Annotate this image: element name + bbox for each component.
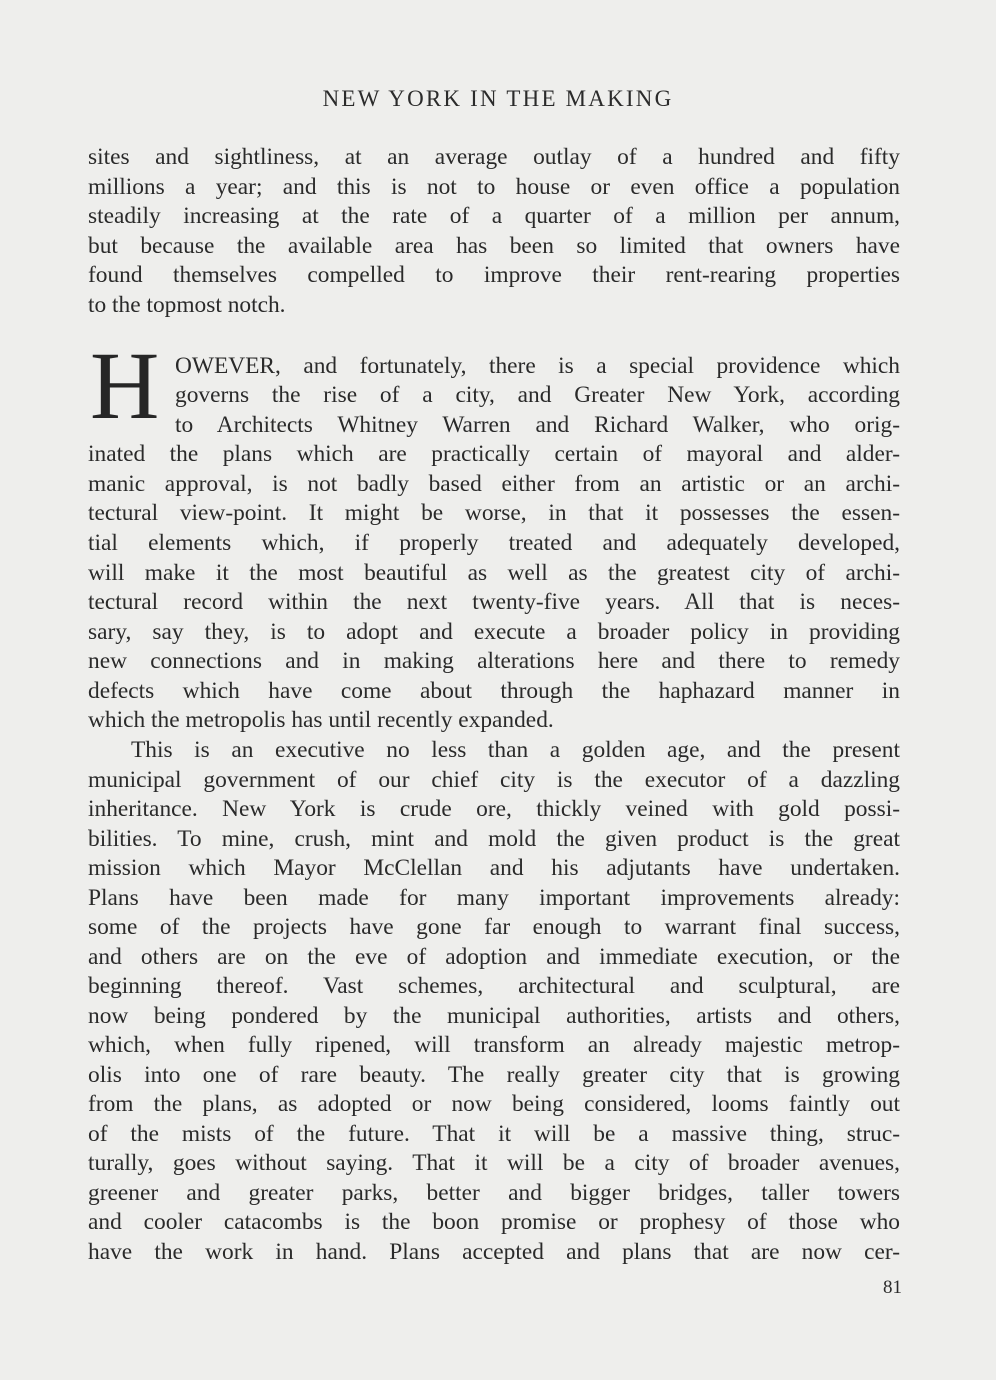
text-line: which the metropolis has until recently expanded.: [88, 707, 554, 733]
text-line: beginning thereof. Vast schemes, architectural and sculptural, are: [88, 973, 900, 999]
text-line: inheritance. New York is crude ore, thickly veined with gold possi-: [88, 796, 900, 822]
text-line: now being pondered by the municipal authorities, artists and others,: [88, 1003, 900, 1029]
text-line: to the topmost notch.: [88, 292, 286, 318]
text-line: from the plans, as adopted or now being considered, looms faintly out: [88, 1091, 900, 1117]
text-line: tial elements which, if properly treated and adequately developed,: [88, 530, 900, 556]
text-line: millions a year; and this is not to house or even office a population: [88, 174, 900, 200]
text-line: municipal government of our chief city is the executor of a dazzling: [88, 767, 900, 793]
text-line: will make it the most beautiful as well as the greatest city of archi-: [88, 560, 900, 586]
text-line: steadily increasing at the rate of a quarter of a million per annum,: [88, 203, 900, 229]
text-line: manic approval, is not badly based either from an artistic or an archi-: [88, 471, 900, 497]
text-line: governs the rise of a city, and Greater New York, according: [175, 382, 900, 408]
drop-cap: H: [90, 332, 160, 439]
text-line: but because the available area has been so limited that owners have: [88, 233, 900, 259]
text-line: sites and sightliness, at an average outlay of a hundred and fifty: [88, 144, 900, 170]
text-line: inated the plans which are practically certain of mayoral and alder-: [88, 441, 900, 467]
text-line: greener and greater parks, better and bigger bridges, taller towers: [88, 1180, 900, 1206]
text-line: new connections and in making alterations here and there to remedy: [88, 648, 900, 674]
running-title: NEW YORK IN THE MAKING: [322, 86, 674, 111]
text-line: turally, goes without saying. That it will be a city of broader avenues,: [88, 1150, 900, 1176]
text-line: tectural record within the next twenty-five years. All that is neces-: [88, 589, 900, 615]
text-line: which, when fully ripened, will transform an already majestic metrop-: [88, 1032, 900, 1058]
text-line: and others are on the eve of adoption and immediate execution, or the: [88, 944, 900, 970]
text-line: This is an executive no less than a golden age, and the present: [131, 737, 900, 763]
text-line: tectural view-point. It might be worse, in that it possesses the essen-: [88, 500, 900, 526]
text-line: olis into one of rare beauty. The really greater city that is growing: [88, 1062, 900, 1088]
text-line: sary, say they, is to adopt and execute a broader policy in providing: [88, 619, 900, 645]
text-line: and cooler catacombs is the boon promise or prophesy of those who: [88, 1209, 900, 1235]
text-line: found themselves compelled to improve their rent-rearing properties: [88, 262, 900, 288]
text-line: defects which have come about through the haphazard manner in: [88, 678, 900, 704]
text-line: of the mists of the future. That it will be a massive thing, struc-: [88, 1121, 900, 1147]
text-line: have the work in hand. Plans accepted and plans that are now cer-: [88, 1239, 900, 1265]
text-line: OWEVER, and fortunately, there is a special providence which: [175, 353, 900, 379]
page-number: 81: [883, 1277, 902, 1298]
text-line: Plans have been made for many important improvements already:: [88, 885, 900, 911]
text-line: mission which Mayor McClellan and his adjutants have undertaken.: [88, 855, 900, 881]
text-line: bilities. To mine, crush, mint and mold the given product is the great: [88, 826, 900, 852]
text-line: some of the projects have gone far enough to warrant final success,: [88, 914, 900, 940]
text-line: to Architects Whitney Warren and Richard Walker, who orig-: [175, 412, 900, 438]
